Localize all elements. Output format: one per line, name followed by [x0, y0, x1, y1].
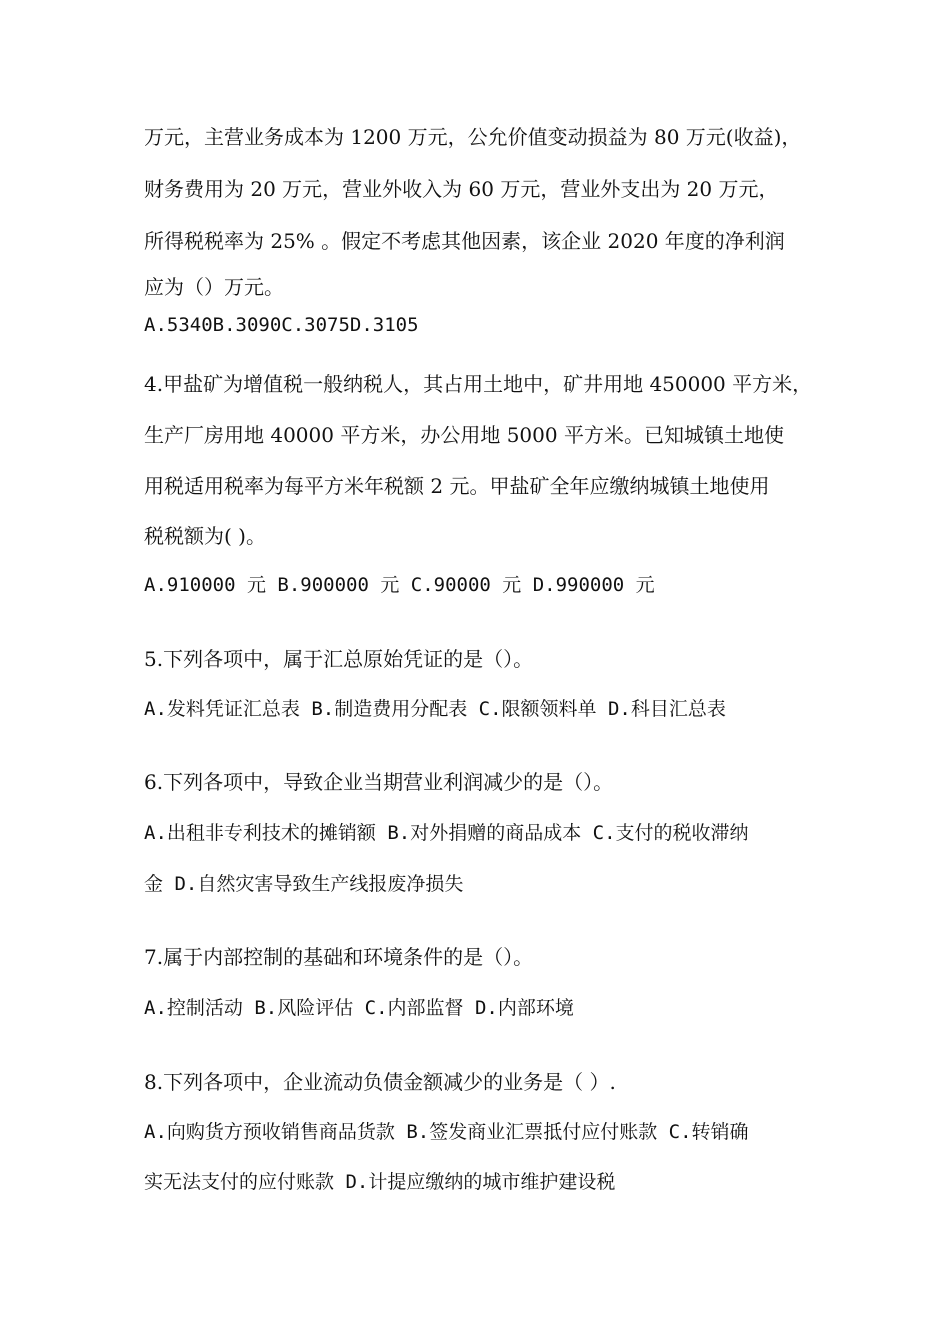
q4-text-line-3: 用税适用税率为每平方米年税额 2 元。甲盐矿全年应缴纳城镇土地使用 — [144, 474, 770, 498]
q8-text: 8.下列各项中，企业流动负债金额减少的业务是（ ）. — [144, 1070, 616, 1094]
q4-text-line-4: 税税额为( )。 — [144, 524, 266, 548]
q3-text-line-1: 万元，主营业务成本为 1200 万元，公允价值变动损益为 80 万元(收益)， — [144, 125, 802, 149]
q3-text-line-3: 所得税税率为 25% 。假定不考虑其他因素，该企业 2020 年度的净利润 — [144, 229, 785, 253]
q4-options: A.910000 元 B.900000 元 C.90000 元 D.990000 元 — [144, 574, 655, 596]
q3-text-line-4: 应为（）万元。 — [144, 275, 284, 299]
q6-text: 6.下列各项中，导致企业当期营业利润减少的是（）。 — [144, 770, 614, 794]
q4-text-line-1: 4.甲盐矿为增值税一般纳税人，其占用土地中，矿井用地 450000 平方米， — [144, 372, 813, 396]
q7-text: 7.属于内部控制的基础和环境条件的是（）。 — [144, 945, 534, 969]
q6-options-line-2: 金 D.自然灾害导致生产线报废净损失 — [144, 873, 464, 895]
q4-text-line-2: 生产厂房用地 40000 平方米，办公用地 5000 平方米。已知城镇土地使 — [144, 423, 784, 447]
q8-options-line-1: A.向购货方预收销售商品货款 B.签发商业汇票抵付应付账款 C.转销确 — [144, 1121, 749, 1143]
q7-options: A.控制活动 B.风险评估 C.内部监督 D.内部环境 — [144, 997, 574, 1019]
q6-options-line-1: A.出租非专利技术的摊销额 B.对外捐赠的商品成本 C.支付的税收滞纳 — [144, 822, 749, 844]
q5-options: A.发料凭证汇总表 B.制造费用分配表 C.限额领料单 D.科目汇总表 — [144, 698, 726, 720]
q8-options-line-2: 实无法支付的应付账款 D.计提应缴纳的城市维护建设税 — [144, 1171, 616, 1193]
q3-text-line-2: 财务费用为 20 万元，营业外收入为 60 万元，营业外支出为 20 万元， — [144, 177, 779, 201]
q3-options: A.5340B.3090C.3075D.3105 — [144, 314, 419, 336]
q5-text: 5.下列各项中，属于汇总原始凭证的是（）。 — [144, 647, 534, 671]
